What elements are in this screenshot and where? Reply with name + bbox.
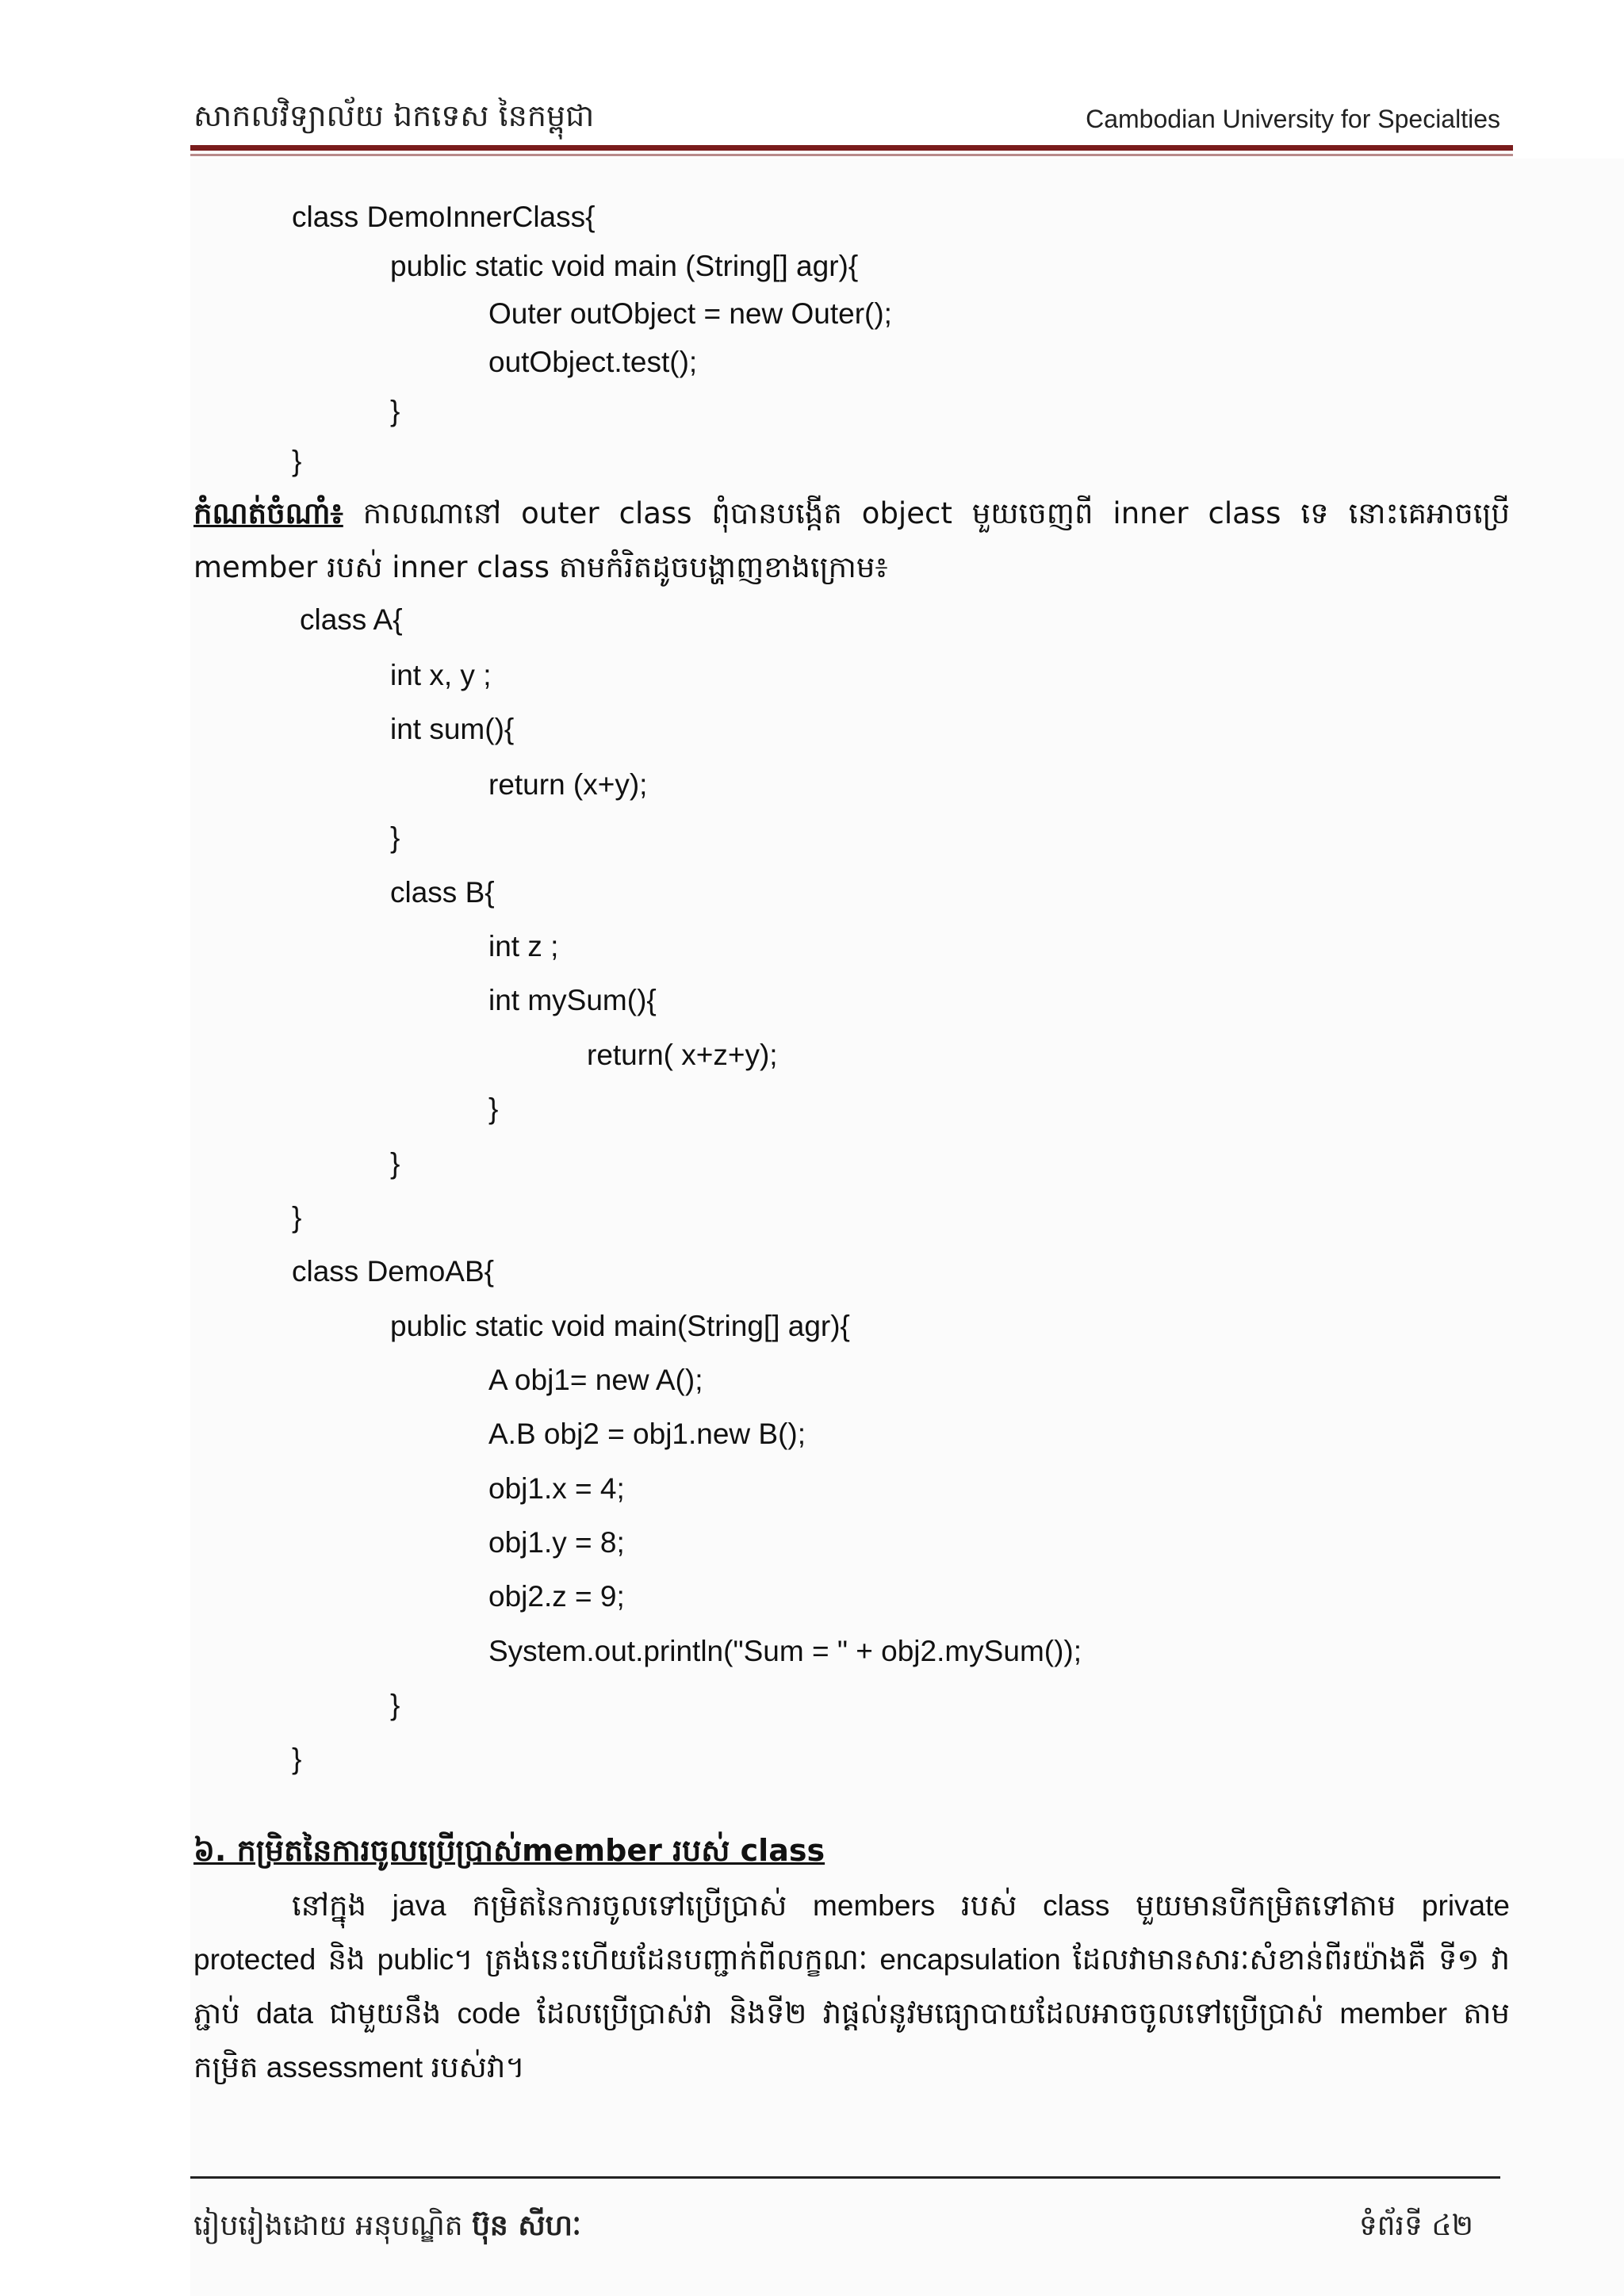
code-line: } <box>488 1093 499 1125</box>
code-line: public static void main (String[] agr){ <box>390 250 859 282</box>
code-line: } <box>292 445 302 477</box>
code-line: outObject.test(); <box>488 346 698 378</box>
header-divider <box>190 145 1513 151</box>
footer-divider <box>190 2176 1500 2179</box>
footer-author <box>193 2207 581 2249</box>
code-line: obj1.x = 4; <box>488 1472 625 1505</box>
code-line: } <box>390 821 400 854</box>
code-line: public static void main(String[] agr){ <box>390 1310 850 1342</box>
code-line: int mySum(){ <box>488 984 657 1016</box>
code-line: } <box>292 1201 302 1234</box>
code-line: class DemoInnerClass{ <box>292 201 596 233</box>
code-line: Outer outObject = new Outer(); <box>488 297 892 330</box>
code-line: } <box>390 1147 400 1180</box>
code-line: } <box>390 1689 400 1721</box>
code-line: System.out.println("Sum = " + obj2.mySum()); <box>488 1635 1082 1667</box>
code-line: A obj1= new A(); <box>488 1364 703 1396</box>
header-university-khmer: សាកលវិទ្យាល័យ ឯកទេស នៃកម្ពុជា <box>193 98 595 133</box>
section-paragraph: នៅក្នុង java កម្រិតនៃការចូលទៅប្រើប្រាស់ members របស់ class មួយមានបីកម្រិតទៅតាម private protected និង public។ ត្រង់នេះហើយដែនបញ្ជាក់ពីលក្ខណៈ encapsulation ដែលវាមានសារៈសំខាន់ពីរយ៉ាងគឺ ទី១ វាភ្ជាប់ data ជាមួយនឹង code ដែលប្រើប្រាស់វា និងទី២ វាផ្តល់នូវមធ្យោបាយដែលអាចចូលទៅប្រើប្រាស់ member តាមកម្រិត assessment របស់វា។ <box>193 1889 1510 2084</box>
footer-author-name: ប៊ុន សីហៈ <box>472 2210 581 2242</box>
code-line: int x, y ; <box>390 659 492 691</box>
code-line: obj1.y = 8; <box>488 1526 625 1559</box>
note-label: កំណត់ចំណាំ៖ <box>193 496 343 530</box>
code-line: obj2.z = 9; <box>488 1580 625 1613</box>
code-line: class A{ <box>300 603 403 636</box>
section-heading: ៦. កម្រិតនៃការចូលប្រើប្រាស់member របស់ class <box>193 1833 825 1868</box>
header-university-english: Cambodian University for Specialties <box>1086 105 1500 133</box>
code-line: return( x+z+y); <box>587 1039 778 1071</box>
code-line: } <box>292 1743 302 1775</box>
code-line: A.B obj2 = obj1.new B(); <box>488 1418 806 1450</box>
footer-prefix: រៀបរៀងដោយ អនុបណ្ឌិត <box>193 2210 473 2242</box>
note-paragraph <box>193 487 1510 595</box>
code-line: class B{ <box>390 876 495 909</box>
code-line: return (x+y); <box>488 768 648 801</box>
code-line: } <box>390 395 400 427</box>
footer-page-number: ទំព័រទី ៤២ <box>1358 2210 1473 2242</box>
note-text: កាលណានៅ outer class ពុំបានបង្កើត object មួយចេញពី inner class ទេ នោះគេអាចប្រើ member របស់ inner class តាមកំរិតដូចបង្ហាញខាងក្រោម៖ <box>193 496 1510 584</box>
header-divider-thin <box>190 154 1513 156</box>
code-line: int z ; <box>488 930 559 962</box>
code-line: class DemoAB{ <box>292 1255 494 1288</box>
code-line: int sum(){ <box>390 713 515 745</box>
